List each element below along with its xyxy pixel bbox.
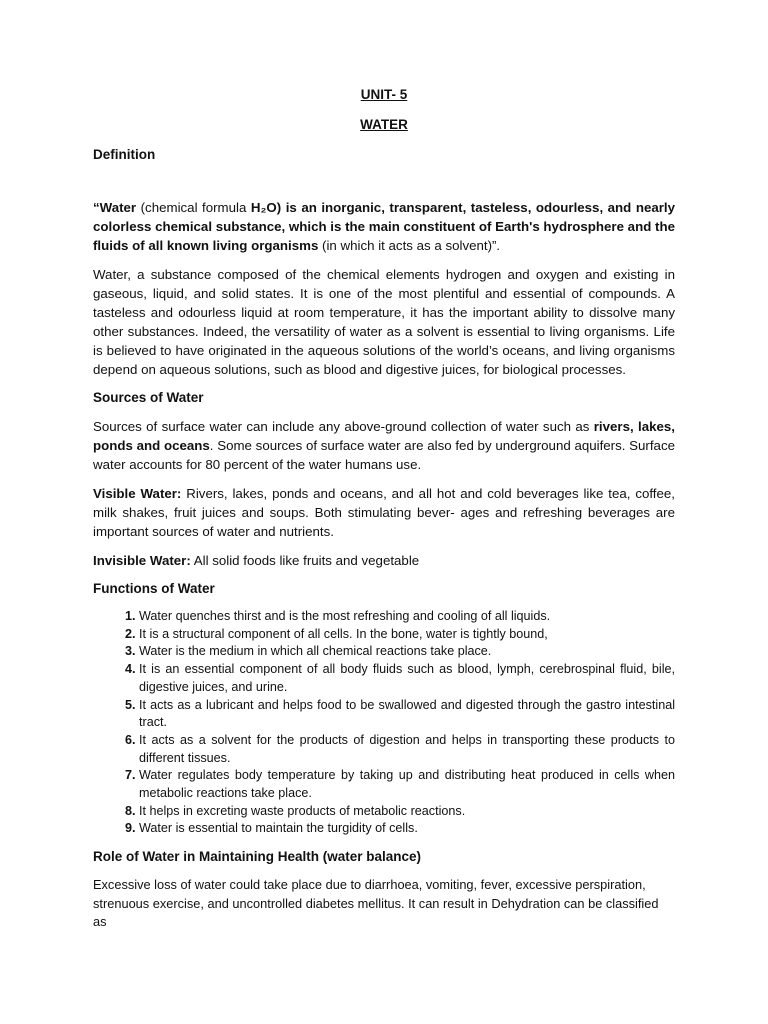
list-item: 1. Water quenches thirst and is the most refreshing and cooling of all liquids. bbox=[139, 608, 675, 626]
invisible-water-label: Invisible Water: bbox=[93, 553, 191, 568]
visible-water-paragraph bbox=[93, 484, 675, 541]
definition-formula-intro: (chemical formula bbox=[136, 200, 251, 215]
invisible-water-text: All solid foods like fruits and vegetable bbox=[190, 553, 420, 568]
definition-quote-open: “Water bbox=[93, 200, 137, 215]
intro-paragraph: Water, a substance composed of the chemical elements hydrogen and oxygen and existing in gaseous, liquid, and solid states. It is one of the most plentiful and essential of compounds. A tasteless and odourless liquid at room temperature, it has the important ability to dissolve many other substances. Indeed, the versatility of water as a solvent is essential to living organisms. Life is believed to have originated in the aqueous solutions of the world’s oceans, and living organisms depend on aqueous solutions, such as blood and digestive juices, for biological processes. bbox=[93, 267, 675, 377]
definition-paragraph bbox=[93, 198, 675, 255]
list-item: 7. Water regulates body temperature by taking up and distributing heat produced in cells when metabolic reactions take place. bbox=[139, 767, 675, 802]
definition-formula: H₂O) bbox=[250, 200, 282, 215]
health-heading: Role of Water in Maintaining Health (water balance) bbox=[93, 849, 422, 865]
list-item: 3. Water is the medium in which all chemical reactions take place. bbox=[139, 643, 675, 661]
functions-heading: Functions of Water bbox=[93, 581, 215, 596]
sources-text-bold: rivers, lakes, ponds and oceans bbox=[93, 419, 675, 453]
list-item: 4. It is an essential component of all body fluids such as blood, lymph, cerebrospinal fluid, bile, digestive juices, and urine. bbox=[139, 661, 675, 696]
definition-tail: (in which it acts as a solvent)”. bbox=[318, 238, 501, 253]
health-paragraph: Excessive loss of water could take place due to diarrhoea, vomiting, fever, excessive perspiration, strenuous exercise, and uncontrolled diabetes mellitus. It can result in Dehydration can be classified as bbox=[93, 877, 659, 930]
sources-text-start: Sources of surface water can include any above-ground collection of water such as bbox=[93, 419, 594, 434]
list-item: 9. Water is essential to maintain the turgidity of cells. bbox=[139, 820, 675, 838]
sources-text-end: . Some sources of surface water are also fed by underground aquifers. Surface water accounts for 80 percent of the water humans use. bbox=[93, 438, 675, 472]
visible-water-label: Visible Water: bbox=[93, 486, 182, 501]
functions-list bbox=[93, 608, 675, 838]
sources-heading: Sources of Water bbox=[93, 390, 204, 405]
list-item: 8. It helps in excreting waste products of metabolic reactions. bbox=[139, 803, 675, 821]
invisible-water-paragraph bbox=[93, 551, 675, 570]
definition-heading: Definition bbox=[93, 147, 156, 162]
list-item: 6. It acts as a solvent for the products of digestion and helps in transporting these products to different tissues. bbox=[139, 732, 675, 767]
list-item: 2. It is a structural component of all cells. In the bone, water is tightly bound, bbox=[139, 626, 675, 644]
sources-paragraph bbox=[93, 417, 675, 474]
visible-water-text: Rivers, lakes, ponds and oceans, and all hot and cold beverages like tea, coffee, milk shakes, fruit juices and soups. Both stimulating bever- ages and refreshing beverages are important sources of water and nutrients. bbox=[93, 486, 675, 539]
topic-title: WATER bbox=[360, 117, 408, 132]
list-item: 5. It acts as a lubricant and helps food to be swallowed and digested through the gastro intestinal tract. bbox=[139, 697, 675, 732]
definition-bold-main: is an inorganic, transparent, tasteless, odourless, and nearly colorless chemical substance, which is the main constituent of Earth's hydrosphere and the fluids of all known living organisms bbox=[93, 200, 675, 253]
unit-title: UNIT- 5 bbox=[360, 87, 408, 102]
